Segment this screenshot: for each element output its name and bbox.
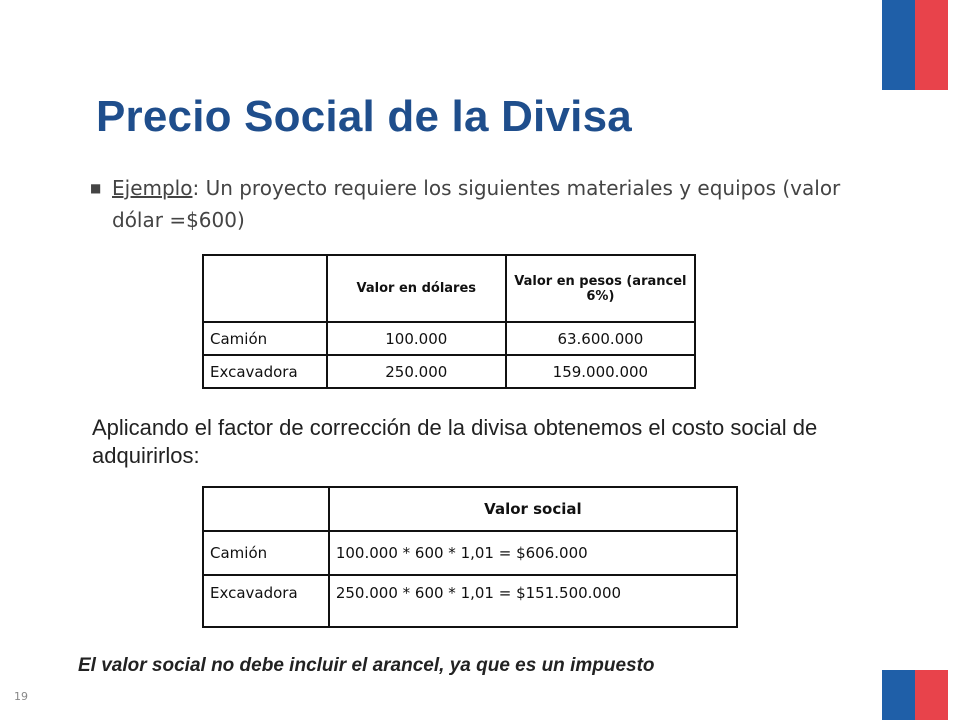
table-cell: Camión (203, 531, 329, 575)
slide-title: Precio Social de la Divisa (96, 92, 632, 141)
bullet-item (90, 172, 880, 236)
table-cell: 100.000 * 600 * 1,01 = $606.000 (329, 531, 737, 575)
table-cell: 250.000 * 600 * 1,01 = $151.500.000 (329, 575, 737, 627)
flag-decoration-bottom (882, 670, 948, 720)
social-value-table (202, 486, 738, 628)
table-row (203, 322, 695, 355)
table-header-cell (203, 255, 327, 322)
table-header-cell: Valor en pesos (arancel 6%) (506, 255, 695, 322)
flag-blue-stripe (882, 670, 915, 720)
footer-note: El valor social no debe incluir el arancel, ya que es un impuesto (78, 655, 655, 676)
flag-decoration-top (882, 0, 948, 90)
table-row (203, 355, 695, 388)
table-cell: 250.000 (327, 355, 506, 388)
table-cell: Excavadora (203, 575, 329, 627)
table-row (203, 531, 737, 575)
table-header-cell (203, 487, 329, 531)
table-header-cell: Valor en dólares (327, 255, 506, 322)
flag-red-stripe (915, 0, 948, 90)
table-header-row (203, 487, 737, 531)
square-bullet-icon: ■ (90, 181, 102, 195)
bullet-text (112, 172, 880, 236)
table-row (203, 575, 737, 627)
flag-red-stripe (915, 670, 948, 720)
page-number: 19 (14, 690, 28, 703)
bullet-body: : Un proyecto requiere los siguientes materiales y equipos (valor dólar =$600) (112, 176, 841, 232)
flag-blue-stripe (882, 0, 915, 90)
table-cell: Camión (203, 322, 327, 355)
table-header-cell: Valor social (329, 487, 737, 531)
table-cell: Excavadora (203, 355, 327, 388)
table-cell: 63.600.000 (506, 322, 695, 355)
table-cell: 159.000.000 (506, 355, 695, 388)
explanation-text: Aplicando el factor de corrección de la divisa obtenemos el costo social de adquirirlos: (92, 415, 818, 468)
table-cell: 100.000 (327, 322, 506, 355)
bullet-lead: Ejemplo (112, 176, 193, 200)
price-table (202, 254, 696, 389)
table-header-row (203, 255, 695, 322)
